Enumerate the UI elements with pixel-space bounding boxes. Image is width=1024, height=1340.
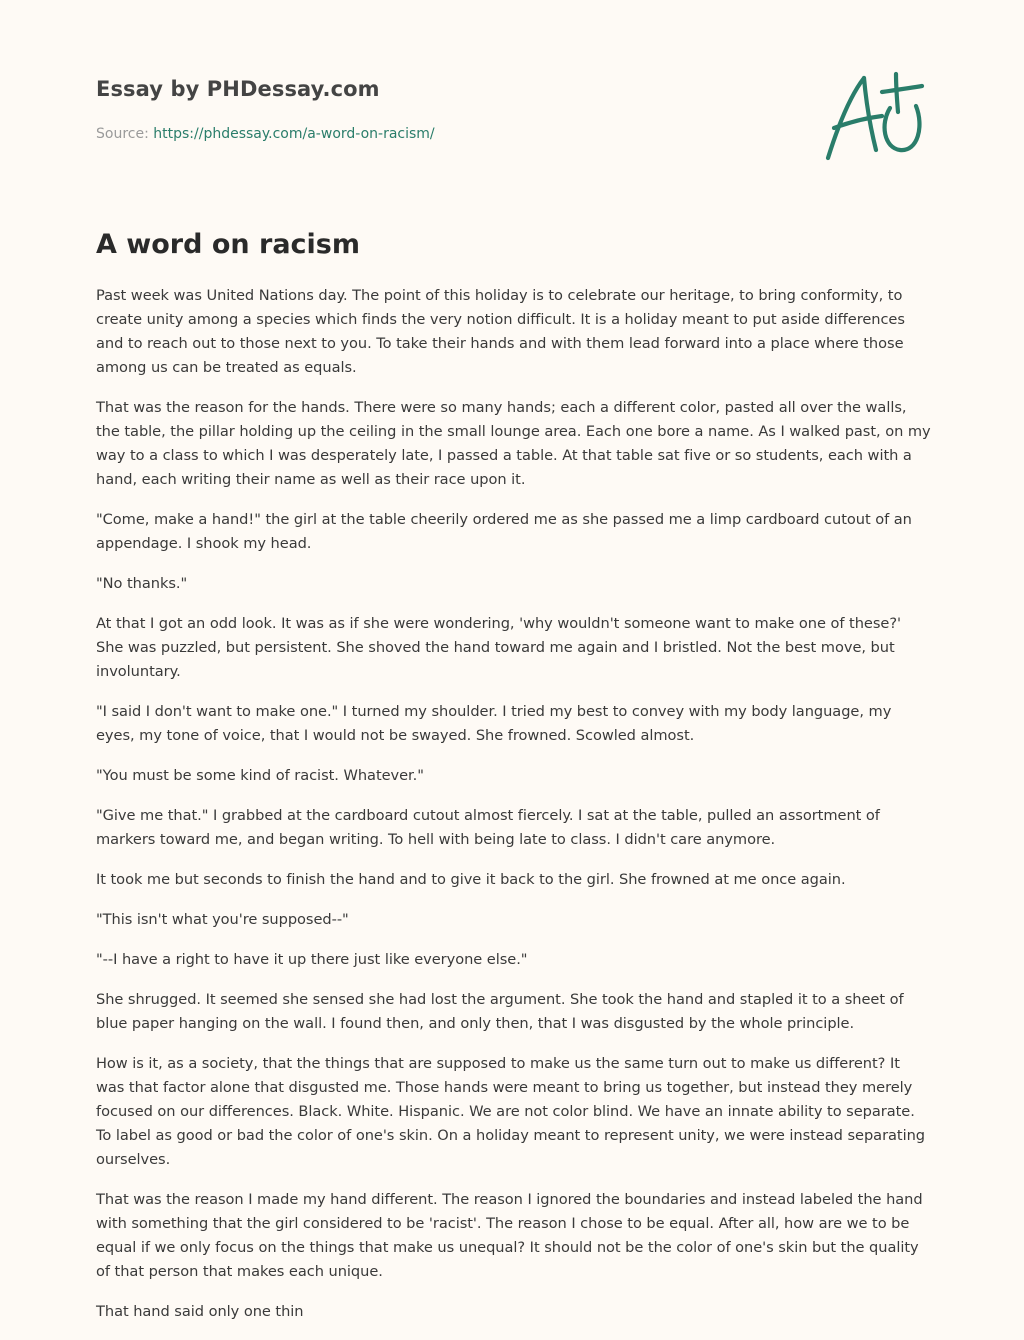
page-header <box>96 74 796 144</box>
essay-paragraph: "--I have a right to have it up there just like everyone else." <box>96 951 528 968</box>
essay-paragraph: "You must be some kind of racist. Whatever." <box>96 767 424 784</box>
essay-paragraph: "No thanks." <box>96 575 188 592</box>
essay-paragraph: "This isn't what you're supposed--" <box>96 911 349 928</box>
essay-body <box>96 284 932 1340</box>
essay-paragraph: That was the reason I made my hand different. The reason I ignored the boundaries and instead labeled the hand with something that the girl considered to be 'racist'. The reason I chose to be equal. After all, how are we to be equal if we only focus on the things that make us unequal? It should not be the color of one's skin but the quality of that person that makes each unique. <box>96 1191 923 1280</box>
essay-title: A word on racism <box>96 229 361 260</box>
essay-paragraph: "I said I don't want to make one." I turned my shoulder. I tried my best to convey with my body language, my eyes, my tone of voice, that I would not be swayed. She frowned. Scowled almost. <box>96 703 892 744</box>
source-label: Source: <box>96 126 154 142</box>
essay-paragraph: "Give me that." I grabbed at the cardboard cutout almost fiercely. I sat at the table, pulled an assortment of markers toward me, and began writing. To hell with being late to class. I didn't care anymore. <box>96 807 880 848</box>
essay-paragraph: That hand said only one thin <box>96 1303 304 1320</box>
essay-paragraph: It took me but seconds to finish the hand and to give it back to the girl. She frowned at me once again. <box>96 871 846 888</box>
source-link[interactable]: https://phdessay.com/a-word-on-racism/ <box>153 126 435 142</box>
essay-paragraph: She shrugged. It seemed she sensed she had lost the argument. She took the hand and stapled it to a sheet of blue paper hanging on the wall. I found then, and only then, that I was disgusted by the whole principle. <box>96 991 904 1032</box>
essay-paragraph: Past week was United Nations day. The point of this holiday is to celebrate our heritage, to bring conformity, to create unity among a species which finds the very notion difficult. It is a holiday meant to put aside differences and to reach out to those next to you. To take their hands and with them lead forward into a place where those among us can be treated as equals. <box>96 287 905 376</box>
essay-paragraph: How is it, as a society, that the things that are supposed to make us the same turn out to make us different? It was that factor alone that disgusted me. Those hands were meant to bring us together, but instead they merely focused on our differences. Black. White. Hispanic. We are not color blind. We have an innate ability to separate. To label as good or bad the color of one's skin. On a holiday meant to represent unity, we were instead separating ourselves. <box>96 1055 926 1168</box>
essay-paragraph: "Come, make a hand!" the girl at the table cheerily ordered me as she passed me a limp cardboard cutout of an appendage. I shook my head. <box>96 511 912 552</box>
site-brand: Essay by PHDessay.com <box>96 77 380 101</box>
essay-paragraph: At that I got an odd look. It was as if she were wondering, 'why wouldn't someone want to make one of these?' She was puzzled, but persistent. She shoved the hand toward me again and I bristled. Not the best move, but involuntary. <box>96 615 901 680</box>
essay-paragraph: That was the reason for the hands. There were so many hands; each a different color, pasted all over the walls, the table, the pillar holding up the ceiling in the small lounge area. Each one bore a name. As I walked past, on my way to a class to which I was desperately late, I passed a table. At that table sat five or so students, each with a hand, each writing their name as well as their race upon it. <box>96 399 931 488</box>
source-line <box>96 124 796 144</box>
a-plus-logo-icon <box>820 66 930 166</box>
